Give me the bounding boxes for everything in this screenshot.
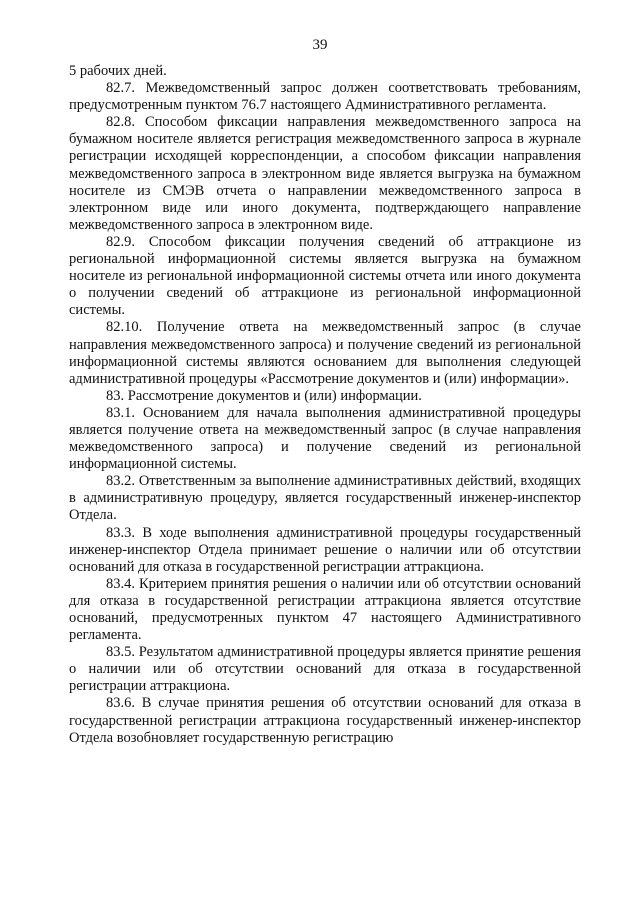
paragraph-83-3: 83.3. В ходе выполнения административной процедуры государственный инженер-инспектор Отдела принимает решение о наличии или об отсутствии оснований для отказа в государственной регистрации аттракциона. — [69, 524, 581, 575]
paragraph-83-4: 83.4. Критерием принятия решения о наличии или об отсутствии оснований для отказа в государственной регистрации аттракциона является отсутствие оснований, предусмотренных пунктом 47 настоящего Административного регламента. — [69, 575, 581, 644]
paragraph-83-6: 83.6. В случае принятия решения об отсутствии оснований для отказа в государственной регистрации аттракциона государственный инженер-инспектор Отдела возобновляет государственную регистрацию — [69, 695, 581, 746]
paragraph-82-10: 82.10. Получение ответа на межведомственный запрос (в случае направления межведомственного запроса) и получение сведений из региональной информационной системы являются основанием для выполнения следующей административной процедуры «Рассмотрение документов и (или) информации». — [69, 319, 581, 387]
paragraph-continuation: 5 рабочих дней. — [69, 63, 167, 79]
paragraph-83-5: 83.5. Результатом административной процедуры является принятие решения о наличии или об отсутствии оснований для отказа в государственной регистрации аттракциона. — [69, 644, 581, 695]
paragraph-83: 83. Рассмотрение документов и (или) информации. — [106, 387, 422, 404]
paragraph-82-7: 82.7. Межведомственный запрос должен соответствовать требованиям, предусмотренным пунктом 76.7 настоящего Административного регламента. — [69, 80, 581, 114]
paragraph-83-1: 83.1. Основанием для начала выполнения административной процедуры является получение ответа на межведомственный запрос (в случае направления межведомственного запроса) и получение сведений из региональной информационной системы. — [69, 404, 581, 473]
document-body — [69, 63, 581, 747]
paragraph-82-8: 82.8. Способом фиксации направления межведомственного запроса на бумажном носителе является регистрация межведомственного запроса в журнале регистрации исходящей корреспонденции, а способом фиксации направления межведомственного запроса в электронном виде является выгрузка на бумажном носителе из СМЭВ отчета о направлении межведомственного запроса в электронном виде или иного документа, подтверждающего направление межведомственного запроса в электронном виде. — [69, 114, 581, 233]
paragraph-83-2: 83.2. Ответственным за выполнение административных действий, входящих в административную процедуру, является государственный инженер-инспектор Отдела. — [69, 473, 581, 524]
page-number: 39 — [312, 37, 328, 53]
paragraph-82-9: 82.9. Способом фиксации получения сведений об аттракционе из региональной информационной системы является выгрузка на бумажном носителе из региональной информационной системы отчета или иного документа о получении сведений об аттракционе из региональной информационной системы. — [69, 233, 581, 319]
